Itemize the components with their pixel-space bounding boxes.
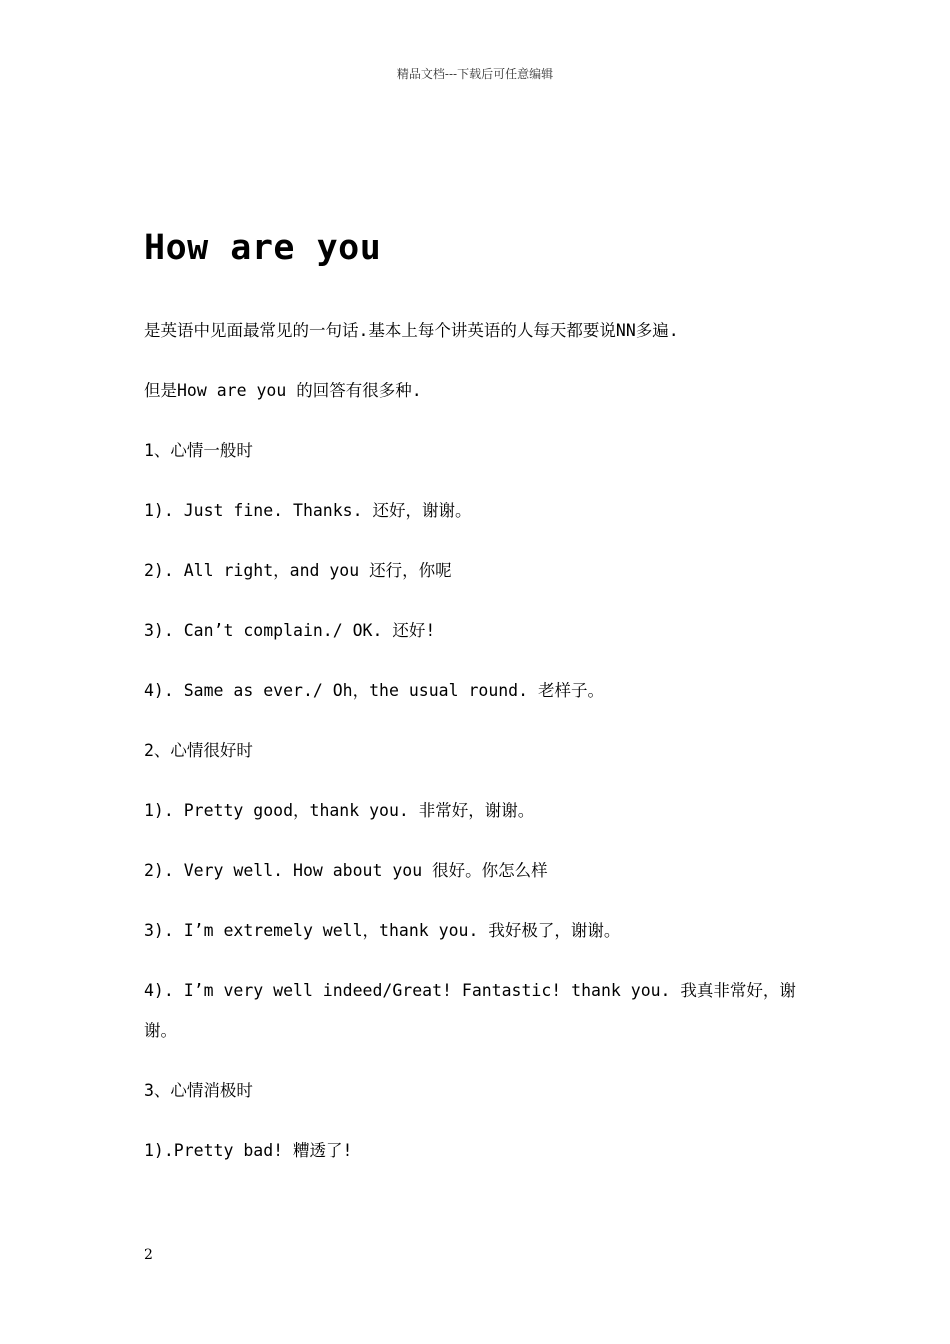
list-item: 3). I’m extremely well，thank you. 我好极了，谢谢。 <box>144 921 621 940</box>
list-item: 1).Pretty bad! 糟透了! <box>144 1141 353 1160</box>
page-number: 2 <box>144 1247 153 1263</box>
section-heading: 2、心情很好时 <box>144 741 253 760</box>
intro-line: 但是How are you 的回答有很多种. <box>144 381 422 400</box>
section-heading: 3、心情消极时 <box>144 1081 253 1100</box>
intro-line: 是英语中见面最常见的一句话.基本上每个讲英语的人每天都要说NN多遍. <box>144 321 679 340</box>
list-item: 2). All right，and you 还行，你呢 <box>144 561 452 580</box>
document-body <box>144 316 812 1196</box>
list-item: 1). Pretty good，thank you. 非常好，谢谢。 <box>144 801 535 820</box>
list-item: 4). Same as ever./ Oh，the usual round. 老样子。 <box>144 681 604 700</box>
page-header: 精品文档---下载后可任意编辑 <box>396 67 554 81</box>
list-item: 2). Very well. How about you 很好。你怎么样 <box>144 861 548 880</box>
list-item: 4). I’m very well indeed/Great! Fantastic! thank you. 我真非常好，谢谢。 <box>144 981 796 1040</box>
list-item: 3). Can’t complain./ OK. 还好! <box>144 621 436 640</box>
section-heading: 1、心情一般时 <box>144 441 253 460</box>
list-item: 1). Just fine. Thanks. 还好，谢谢。 <box>144 501 472 520</box>
document-title: How are you <box>144 228 382 268</box>
